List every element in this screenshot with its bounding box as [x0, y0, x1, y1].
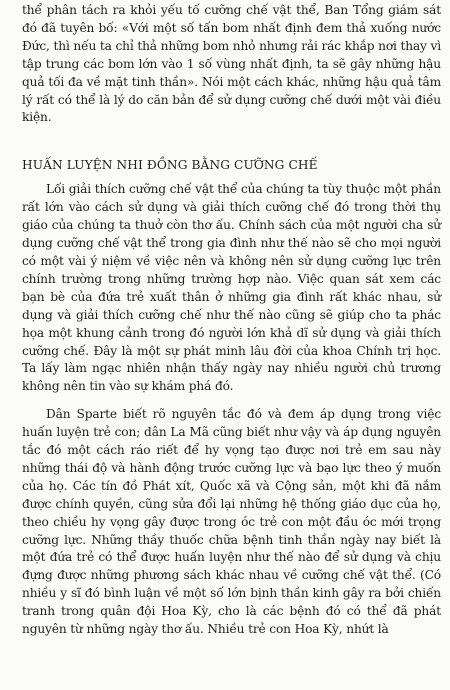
paragraph-continued: thể phân tách ra khỏi yếu tố cưỡng chế vật thể, Ban Tổng giám sát đó đã tuyên bố: «Với một số tấn bom nhất định đem thả xuống nước Đức, thì nếu ta chỉ thả những bom nhỏ nhưng rải rác khắp nơi thay vì tập trung các bom lớn vào 1 số vùng nhất định, ta sẽ gây những hậu quả tối đa về mặt tinh thần». Nói một cách khác, những hậu quả tâm lý rất có thể là lý do căn bản để sử dụng cưỡng chế dưới một vài điều kiện.	[22, 3, 441, 125]
section-heading: HUẤN LUYỆN NHI ĐỒNG BẰNG CƯỠNG CHẾ	[22, 158, 318, 173]
paragraph: Lối giải thích cưỡng chế vật thể của chúng ta tùy thuộc một phần rất lớn vào cách sử dụng và giải thích cưỡng chế đó trong thời thụ giáo của chúng ta thuở còn thơ ấu. Chính sách của một người cha sử dụng cưỡng chế vật thể trong gia đình như thế nào sẽ cho mọi người có một vài ý niệm về việc nên và không nên sử dụng cưỡng lực trên chính trường trong những trường hợp nào. Việc quan sát xem các bạn bè của đứa trẻ xuất thân ở những gia đình rất khác nhau, sử dụng và giải thích cưỡng chế như thế nào cũng sẽ giúp cho ta phác họa một khung cảnh trong đó người lớn khả dĩ sử dụng và giải thích cưỡng chế. Đây là một sự phát minh lâu đời của khoa Chính trị học. Ta lấy làm ngạc nhiên nhận thấy ngày nay nhiều người chủ trương không nên tin vào sự khám phá đó.	[22, 182, 441, 394]
paragraph: Dân Sparte biết rõ nguyên tắc đó và đem áp dụng trong việc huấn luyện trẻ con; dân La Mã cũng biết như vậy và áp dụng nguyên tắc đó một cách ráo riết để hy vọng tạo được nơi trẻ em sau này những thái độ và hành động trước cưỡng lực và bạo lực theo ý muốn của họ. Các tín đồ Phát xít, Quốc xã và Cộng sản, một khi đã nắm được chính quyền, cũng sửa đổi lại những hệ thống giáo dục của họ, theo chiều hy vọng gây được trong óc trẻ con một đầu óc mới trọng cưỡng lực. Những thầy thuốc chữa bệnh tinh thần ngày nay biết là một đứa trẻ có thể được huấn luyện như thế nào để sử dụng và chịu đựng được những phương sách khác nhau về cưỡng chế vật thể. (Có nhiều y sĩ đó bình luận về một số lớn bịnh thần kinh gây ra bởi chiến tranh trong quân đội Hoa Kỳ, cho là các bệnh đó có thể đã phát nguyên từ những ngày thơ ấu. Nhiều trẻ con Hoa Kỳ, nhứt là	[22, 407, 441, 637]
